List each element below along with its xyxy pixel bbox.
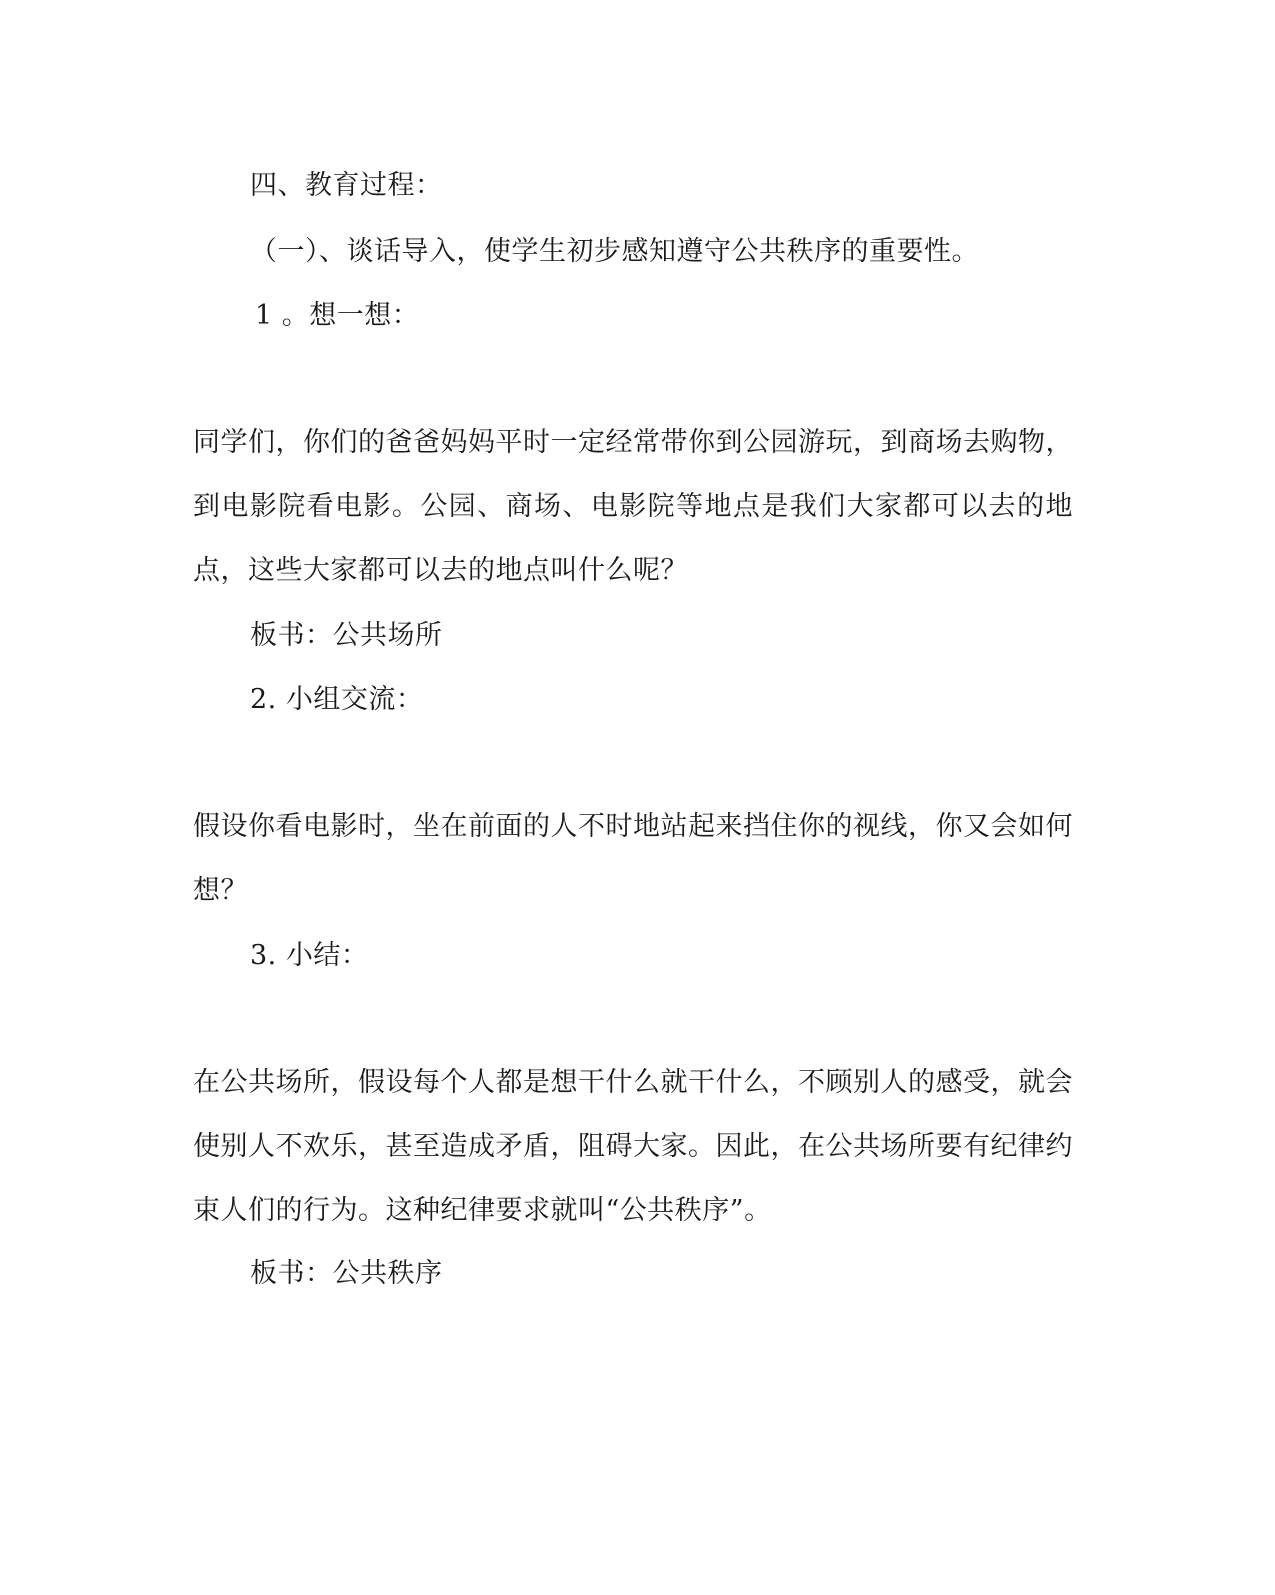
step-3-title: 3. 小结：	[250, 940, 369, 971]
step-1-paragraph: 同学们，你们的爸爸妈妈平时一定经常带你到公园游玩，到商场去购物，到电影院看电影。公园、商场、电影院等地点是我们大家都可以去的地点，这些大家都可以去的地点叫什么呢？	[193, 427, 1073, 586]
step-2-title: 2. 小组交流：	[250, 684, 424, 715]
section-heading: 四、教育过程：	[250, 170, 443, 201]
step-3-paragraph: 在公共场所，假设每个人都是想干什么就干什么，不顾别人的感受，就会使别人不欢乐，甚至造成矛盾，阻碍大家。因此，在公共场所要有纪律约束人们的行为。这种纪律要求就叫“公共秩序”。	[193, 1067, 1073, 1226]
step-2-paragraph: 假设你看电影时，坐在前面的人不时地站起来挡住你的视线，你又会如何想？	[193, 811, 1073, 906]
board-note-2: 板书：公共秩序	[250, 1258, 443, 1289]
subsection-heading: （一）、谈话导入，使学生初步感知遵守公共秩序的重要性。	[250, 236, 979, 267]
step-1-title: 1 。想一想：	[255, 300, 420, 331]
board-note-1: 板书：公共场所	[250, 620, 443, 651]
